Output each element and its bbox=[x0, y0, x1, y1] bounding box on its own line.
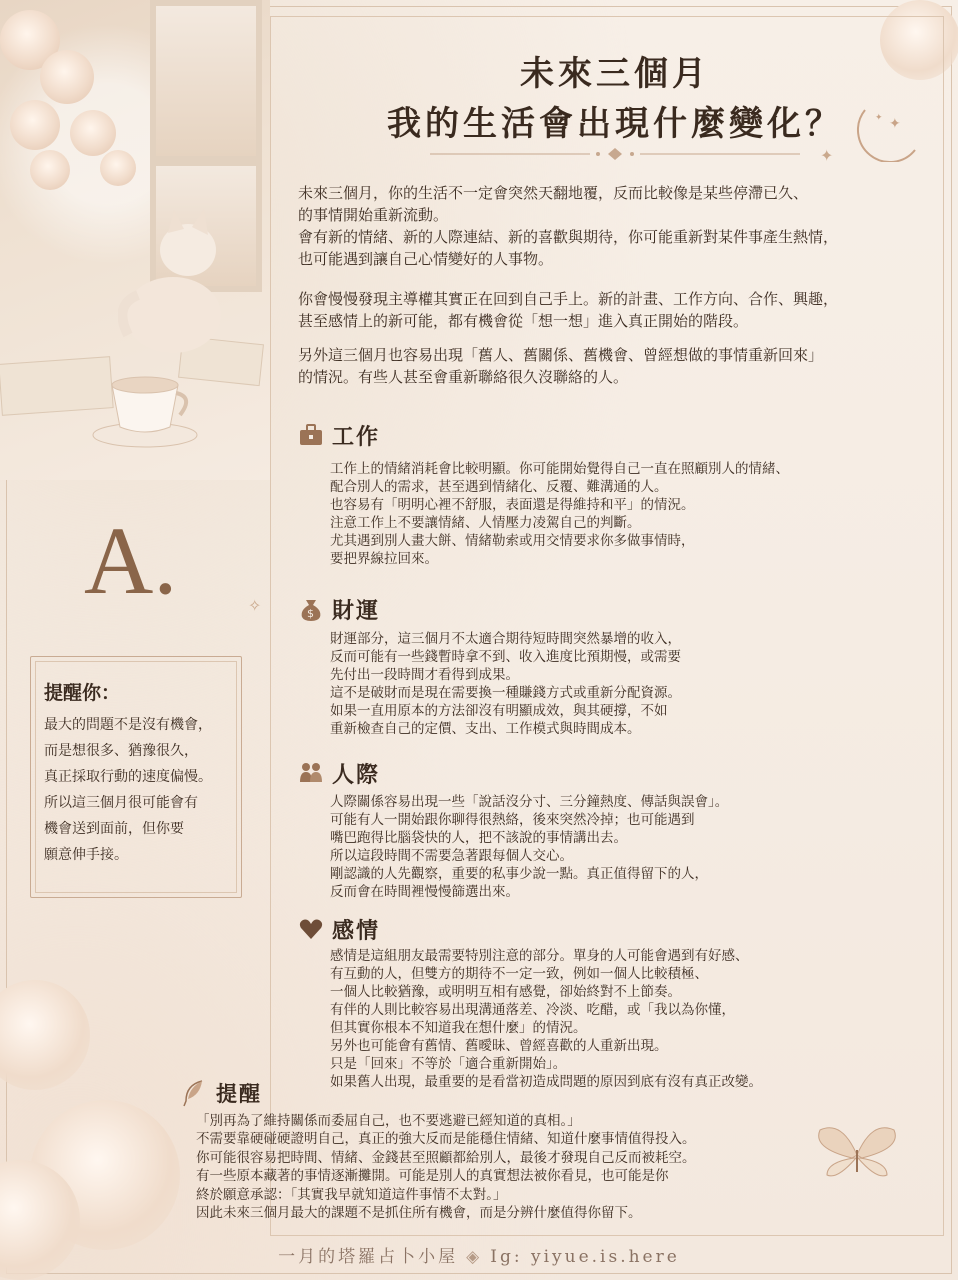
section-money-header bbox=[298, 594, 380, 624]
reminder-title: 提醒你： bbox=[44, 682, 121, 704]
footer bbox=[0, 1242, 958, 1267]
section-work-body: 工作上的情緒消耗會比較明顯。你可能開始覺得自己一直在照顧別人的情緒、 配合別人的需求，甚至遇到情緒化、反覆、難溝通的人。 也容易有「明明心裡不舒服，表面還是得維持和平」的情況。 注意工作上不要讓情緒、人情壓力凌駕自己的判斷。 尤其遇到別人畫大餅、情緒勒索或用交情要求你多做事情時， 要把界線拉回來。 bbox=[330, 461, 789, 567]
intro-paragraph-1: 未來三個月，你的生活不一定會突然天翻地覆，反而比較像是某些停滯已久、 的事情開始重新流動。 會有新的情緒、新的人際連結、新的喜歡與期待，你可能重新對某件事產生熱情， 也可能遇到讓自己心情變好的人事物。 bbox=[298, 184, 839, 268]
feather-icon bbox=[180, 1079, 206, 1107]
tip-title: 提醒 bbox=[216, 1081, 262, 1106]
section-money-title: 財運 bbox=[332, 597, 381, 624]
section-money-body: 財運部分，這三個月不太適合期待短時間突然暴增的收入， 反而可能有一些錢暫時拿不到、收入進度比預期慢，或需要 先付出一段時間才看得到成果。 這不是破財而是現在需要換一種賺錢方式或重新分配資源。 如果一直用原本的方法卻沒有明顯成效，與其硬撐，不如 重新檢查自己的定價、支出、工作模式與時間成本。 bbox=[330, 631, 681, 737]
page-title-line1: 未來三個月 bbox=[520, 54, 710, 94]
footer-instagram[interactable]: Ig: yiyue.is.here bbox=[490, 1247, 680, 1267]
svg-text:$: $ bbox=[307, 607, 314, 620]
divider-ornament bbox=[430, 148, 800, 160]
section-work-header bbox=[298, 420, 380, 450]
intro-paragraph-3: 另外這三個月也容易出現「舊人、舊關係、舊機會、曾經想做的事情重新回來」 的情況。有些人甚至會重新聯絡很久沒聯絡的人。 bbox=[298, 346, 824, 386]
moon-icon bbox=[845, 100, 925, 162]
briefcase-icon bbox=[298, 422, 324, 448]
window-pane bbox=[150, 0, 262, 162]
butterfly-icon bbox=[812, 1120, 902, 1190]
people-icon bbox=[298, 760, 324, 786]
footer-brand: 一月的塔羅占卜小屋 bbox=[278, 1247, 459, 1267]
flower-icon bbox=[40, 50, 94, 104]
section-people-title: 人際 bbox=[332, 761, 381, 788]
tip-body: 「別再為了維持關係而委屈自己，也不要逃避已經知道的真相。」 不需要靠硬碰硬證明自己，真正的強大反而是能穩住情緒、知道什麼事情值得投入。 你可能很容易把時間、情緒、金錢甚至照顧都給別人，最後才發現自己反而被耗空。 有一些原本藏著的事情逐漸攤開。可能是別人的真實想法被你看見，也可能是你 終於願意承認：「其實我早就知道這件事情不太對。」 因此未來三個月最大的課題不是抓住所有機會，而是分辨什麼值得你留下。 bbox=[196, 1113, 696, 1222]
money-bag-icon bbox=[298, 596, 324, 622]
teacup-illustration bbox=[90, 365, 200, 450]
flower-icon bbox=[70, 110, 116, 156]
svg-text:✦: ✦ bbox=[889, 116, 901, 132]
flower-icon bbox=[10, 100, 60, 150]
section-people-body: 人際關係容易出現一些「說話沒分寸、三分鐘熱度、傳話與誤會」。 可能有人一開始跟你聊得很熱絡，後來突然冷掉；也可能遇到 嘴巴跑得比腦袋快的人，把不該說的事情講出去。 所以這段時間不需要急著跟每個人交心。 剛認識的人先觀察，重要的私事少說一點。真正值得留下的人， 反而會在時間裡慢慢篩選出來。 bbox=[330, 794, 729, 900]
tarot-letter: A. bbox=[84, 507, 178, 614]
section-love-header bbox=[298, 914, 380, 944]
cat-illustration bbox=[118, 205, 228, 355]
sparkle-icon: ✧ bbox=[248, 596, 262, 615]
flower-icon bbox=[100, 150, 136, 186]
rose-icon bbox=[0, 980, 90, 1090]
intro-paragraph-2: 你會慢慢發現主導權其實正在回到自己手上。新的計畫、工作方向、合作、興趣， 甚至感情上的新可能，都有機會從「想一想」進入真正開始的階段。 bbox=[298, 290, 839, 330]
section-love-title: 感情 bbox=[332, 917, 381, 944]
page-title-line2: 我的生活會出現什麼變化？ bbox=[387, 104, 843, 144]
section-love-body: 感情是這組朋友最需要特別注意的部分。單身的人可能會遇到有好感、 有互動的人，但雙方的期待不一定一致，例如一個人比較積極、 一個人比較猶豫，或明明互相有感覺，卻始終對不上節奏。 有伴的人則比較容易出現溝通落差、冷淡、吃醋，或「我以為你懂， 但其實你根本不知道我在想什麼」的情況。 另外也可能會有舊情、舊曖昧、曾經喜歡的人重新出現。 只是「回來」不等於「適合重新開始」。 如果舊人出現，最重要的是看當初造成問題的原因到底有沒有真正改變。 bbox=[330, 948, 762, 1090]
diamond-icon: ◈ bbox=[466, 1247, 483, 1267]
section-work-title: 工作 bbox=[332, 423, 381, 450]
svg-text:✦: ✦ bbox=[875, 113, 883, 123]
section-people-header bbox=[298, 758, 380, 788]
heart-icon bbox=[298, 916, 324, 942]
tip-header bbox=[180, 1078, 262, 1108]
decorative-scenery bbox=[0, 0, 270, 480]
sparkle-icon: ✦ bbox=[820, 146, 834, 165]
reminder-body: 最大的問題不是沒有機會， 而是想很多、猶豫很久， 真正採取行動的速度偏慢。 所以這三個月很可能會有 機會送到面前，但你要 願意伸手接。 bbox=[44, 717, 212, 863]
flower-icon bbox=[30, 150, 70, 190]
